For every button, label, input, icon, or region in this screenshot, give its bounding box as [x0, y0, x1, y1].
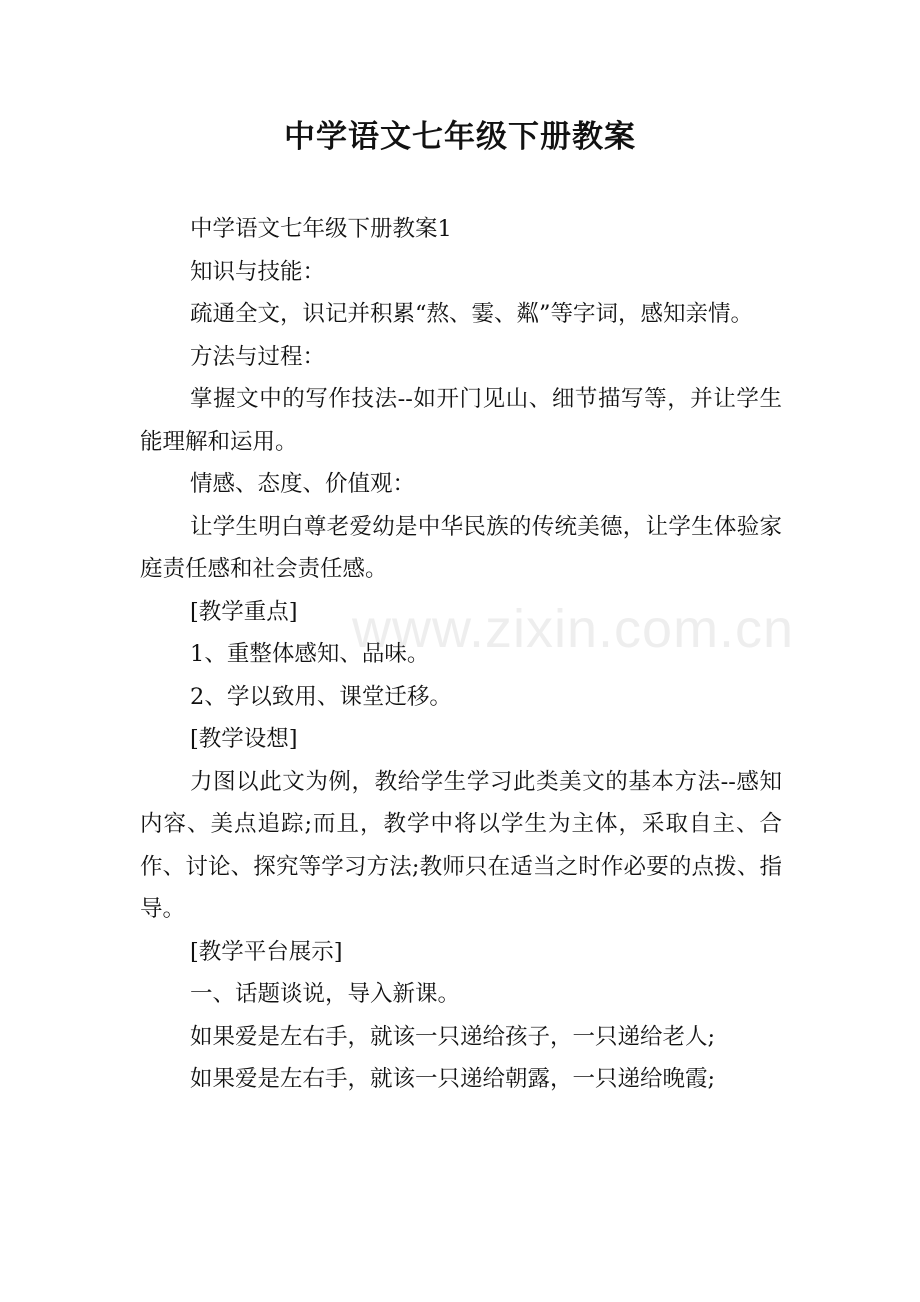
paragraph: 掌握文中的写作技法--如开门见山、细节描写等，并让学生能理解和运用。	[140, 386, 782, 455]
section-heading: 中学语文七年级下册教案1	[190, 216, 452, 242]
paragraph: [教学平台展示]	[190, 938, 343, 965]
paragraph: 让学生明白尊老爱幼是中华民族的传统美德，让学生体验家庭责任感和社会责任感。	[140, 513, 782, 582]
paragraph: 如果爱是左右手，就该一只递给孩子，一只递给老人;	[190, 1023, 716, 1050]
paragraph: 如果爱是左右手，就该一只递给朝露，一只递给晚霞;	[190, 1066, 716, 1092]
paragraph: [教学重点]	[190, 598, 298, 625]
document-body	[140, 208, 782, 1101]
paragraph: [教学设想]	[190, 726, 298, 752]
paragraph: 1、重整体感知、品味。	[190, 641, 430, 667]
paragraph: 2、学以致用、课堂迁移。	[190, 683, 452, 710]
paragraph: 知识与技能：	[190, 258, 326, 285]
paragraph: 一、话题谈说，导入新课。	[190, 981, 461, 1007]
paragraph: 力图以此文为例，教给学生学习此类美文的基本方法--感知内容、美点追踪;而且，教学中将以学生为主体，采取自主、合作、讨论、探究等学习方法;教师只在适当之时作必要的点拨、指导。	[140, 768, 782, 922]
paragraph: 方法与过程：	[190, 343, 326, 370]
paragraph: 情感、态度、价值观：	[190, 471, 416, 497]
document-title: 中学语文七年级下册教案	[284, 119, 636, 155]
watermark: www.zixin.com.cn	[352, 599, 795, 659]
paragraph: 疏通全文，识记并积累“熬、霎、粼”等字词，感知亲情。	[190, 301, 754, 327]
